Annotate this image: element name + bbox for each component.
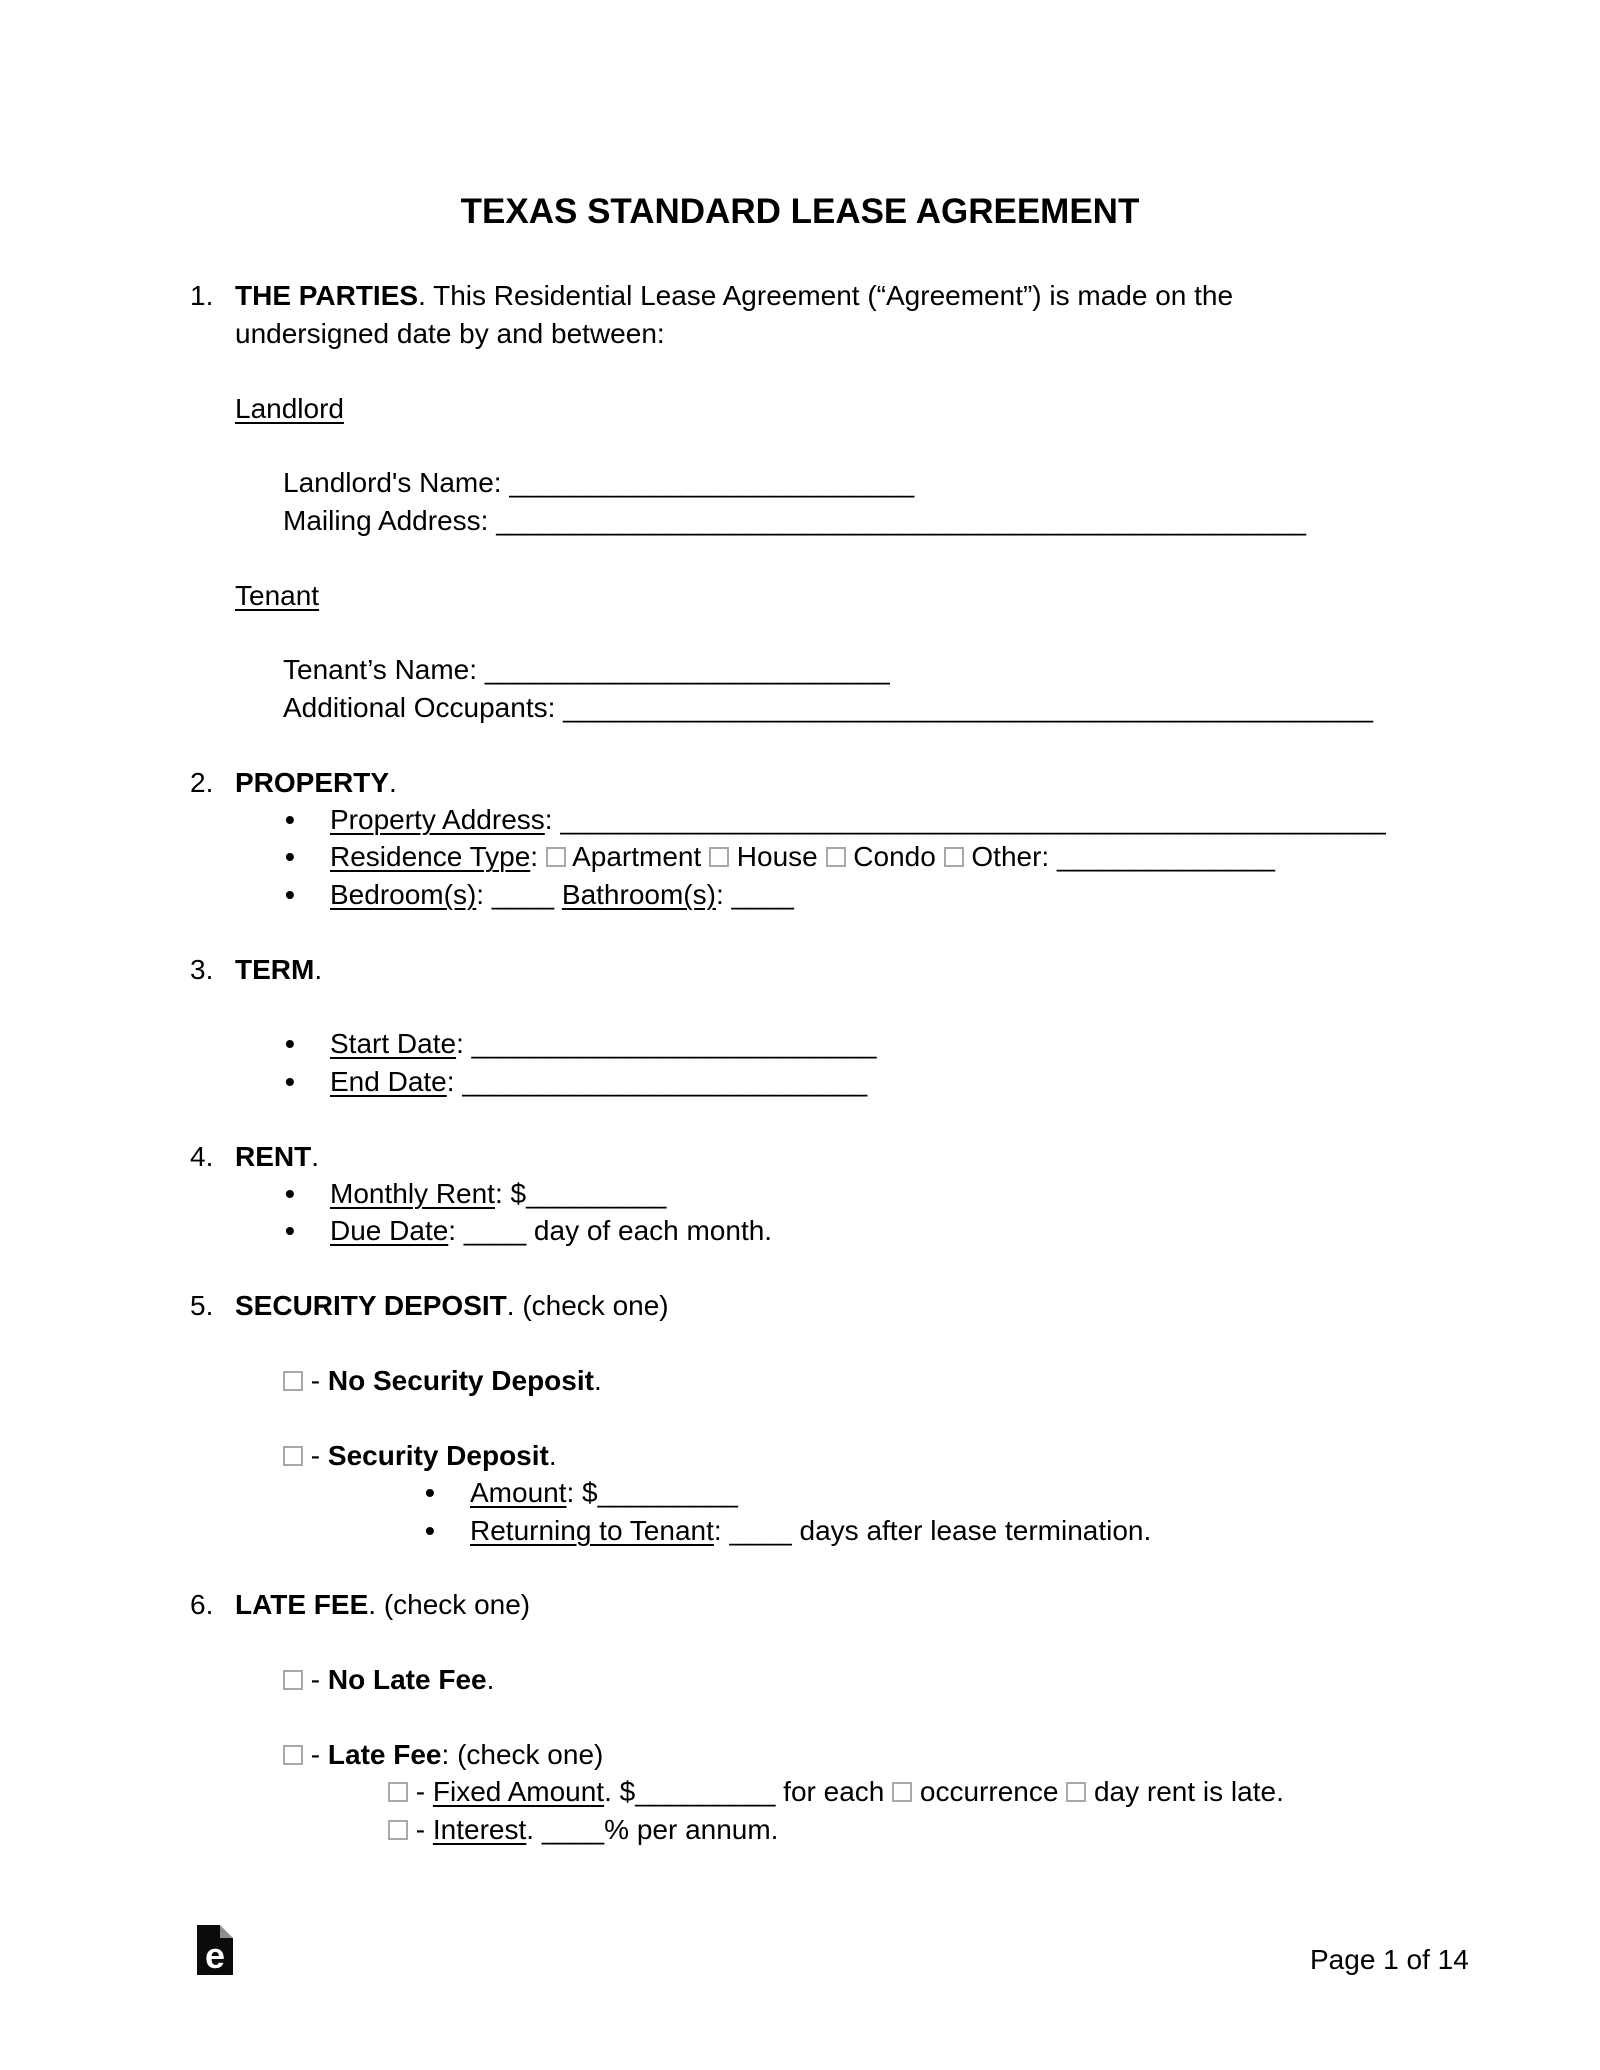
spacer <box>0 1624 1600 1661</box>
property-address-blank-field[interactable]: _____________________________________________________ <box>560 804 1386 835</box>
additional-occupants-label: Additional Occupants: <box>283 691 564 723</box>
spacer <box>0 726 1600 763</box>
bullet-icon: • <box>285 1215 295 1247</box>
section-deposit-number: 5. <box>190 1290 214 1322</box>
bullet-icon: • <box>285 1178 295 1210</box>
security-deposit-row: - Security Deposit. <box>0 1437 1600 1474</box>
bullet-icon: • <box>285 878 295 910</box>
fixed-amount-foreach: for each <box>775 1776 893 1808</box>
spacer <box>0 913 1600 950</box>
bathroom-label: Bathroom(s) <box>561 878 716 910</box>
property-address-label: Property Address <box>330 804 545 835</box>
landlord-subheading: Landlord <box>235 392 344 424</box>
no-security-deposit-checkbox[interactable] <box>283 1371 303 1391</box>
spacer <box>0 1250 1600 1287</box>
end-date-blank-field[interactable]: __________________________ <box>462 1065 868 1097</box>
landlord-name-row <box>0 464 1600 501</box>
start-date-label: Start Date <box>330 1028 457 1060</box>
bullet-icon: • <box>425 1514 435 1546</box>
fixed-amount-label: Fixed Amount <box>432 1776 605 1808</box>
deposit-return-row: • Returning to Tenant: ____ days after lease termination. <box>0 1512 1600 1549</box>
deposit-check-one: (check one) <box>522 1290 669 1322</box>
due-date-rest: day of each month. <box>526 1215 773 1247</box>
residence-type-label: Residence Type <box>330 841 531 873</box>
mailing-address-row <box>0 502 1600 539</box>
section-rent-title: RENT <box>235 1140 312 1172</box>
section-parties-text-line2: undersigned date by and between: <box>235 317 665 349</box>
additional-occupants-row <box>0 689 1600 726</box>
spacer <box>0 1699 1600 1736</box>
fixed-amount-checkbox[interactable] <box>388 1782 408 1802</box>
no-late-fee-row: - No Late Fee. <box>0 1661 1600 1698</box>
property-address-row: • Property Address: _____________________________________________________ <box>0 801 1600 838</box>
spacer <box>0 1100 1600 1137</box>
start-date-row: • Start Date: __________________________ <box>0 1025 1600 1062</box>
spacer <box>0 988 1600 1025</box>
spacer <box>0 1549 1600 1586</box>
deposit-return-blank-field[interactable]: ____ <box>729 1514 792 1546</box>
deposit-return-label: Returning to Tenant <box>470 1514 714 1546</box>
spacer <box>0 1325 1600 1362</box>
landlord-name-blank-field[interactable]: __________________________ <box>509 467 915 499</box>
other-label: Other: <box>963 841 1057 873</box>
no-late-fee-checkbox[interactable] <box>283 1670 303 1690</box>
end-date-row: • End Date: __________________________ <box>0 1063 1600 1100</box>
fixed-amount-row: - Fixed Amount. $_________ for each occurrence day rent is late. <box>0 1773 1600 1810</box>
late-fee-check-one: (check one) <box>457 1739 604 1771</box>
monthly-rent-blank-field[interactable]: _________ <box>526 1178 667 1210</box>
no-security-deposit-row: - No Security Deposit. <box>0 1362 1600 1399</box>
section-rent-number: 4. <box>190 1140 214 1172</box>
page-number: Page 1 of 14 <box>1310 1944 1469 1975</box>
bullet-icon: • <box>285 1028 295 1060</box>
section-latefee-title: LATE FEE <box>235 1589 369 1621</box>
interest-rest: % per annum. <box>604 1813 779 1845</box>
interest-label: Interest <box>432 1813 527 1845</box>
tenant-subheading-row <box>0 577 1600 614</box>
other-blank-field[interactable]: ______________ <box>1056 841 1275 873</box>
spacer <box>0 614 1600 651</box>
tenant-name-label: Tenant’s Name: <box>283 654 485 686</box>
landlord-name-label: Landlord's Name: <box>283 467 510 499</box>
tenant-name-row <box>0 651 1600 688</box>
mailing-address-label: Mailing Address: <box>283 504 497 536</box>
deposit-amount-row: • Amount: $_________ <box>0 1474 1600 1511</box>
section-deposit-heading: 5. SECURITY DEPOSIT. (check one) <box>0 1287 1600 1324</box>
spacer <box>0 427 1600 464</box>
monthly-rent-row: • Monthly Rent: $_________ <box>0 1175 1600 1212</box>
house-label: House <box>729 841 826 873</box>
bedroom-label: Bedroom(s) <box>330 878 477 910</box>
interest-blank-field[interactable]: ____ <box>541 1813 605 1845</box>
bathroom-blank-field[interactable]: ____ <box>731 878 794 910</box>
deposit-amount-blank-field[interactable]: _________ <box>597 1477 738 1509</box>
section-property-number: 2. <box>190 766 214 798</box>
section-parties-title: THE PARTIES <box>235 280 419 312</box>
eforms-logo-letter: e <box>204 1935 226 1976</box>
tenant-subheading: Tenant <box>235 579 320 611</box>
section-parties-text: . This Residential Lease Agreement (“Agreement”) is made on the <box>418 280 1234 312</box>
additional-occupants-blank-field[interactable]: ____________________________________________________ <box>563 691 1373 723</box>
bullet-icon: • <box>285 841 295 873</box>
late-fee-checkbox[interactable] <box>283 1745 303 1765</box>
bullet-icon: • <box>285 804 295 835</box>
deposit-amount-label: Amount <box>470 1477 567 1509</box>
spacer <box>0 352 1600 389</box>
day-rent-late-label: day rent is late. <box>1086 1776 1284 1808</box>
section-parties-heading <box>0 277 1600 314</box>
bedroom-bathroom-row: • Bedroom(s): ____ Bathroom(s): ____ <box>0 876 1600 913</box>
apartment-label: Apartment <box>565 841 710 873</box>
house-checkbox[interactable] <box>709 847 729 867</box>
start-date-blank-field[interactable]: __________________________ <box>471 1028 877 1060</box>
security-deposit-label: Security Deposit <box>327 1439 549 1471</box>
interest-checkbox[interactable] <box>388 1820 408 1840</box>
spacer <box>0 1399 1600 1436</box>
residence-type-row: • Residence Type: Apartment House Condo Other: ______________ <box>0 838 1600 875</box>
interest-row: - Interest. ____% per annum. <box>0 1811 1600 1848</box>
document-title: TEXAS STANDARD LEASE AGREEMENT <box>460 192 1140 231</box>
no-security-deposit-label: No Security Deposit <box>327 1365 594 1397</box>
condo-label: Condo <box>845 841 944 873</box>
section-term-title: TERM <box>235 953 315 985</box>
bullet-icon: • <box>285 1065 295 1097</box>
spacer <box>0 539 1600 576</box>
section-latefee-number: 6. <box>190 1589 214 1621</box>
late-fee-row: - Late Fee: (check one) <box>0 1736 1600 1773</box>
end-date-label: End Date <box>330 1065 447 1097</box>
late-fee-label: Late Fee <box>327 1739 442 1771</box>
deposit-return-rest: days after lease termination. <box>791 1514 1152 1546</box>
due-date-blank-field[interactable]: ____ <box>463 1215 527 1247</box>
section-parties-number: 1. <box>190 280 214 312</box>
no-late-fee-label: No Late Fee <box>327 1664 487 1696</box>
due-date-row: • Due Date: ____ day of each month. <box>0 1212 1600 1249</box>
tenant-name-blank-field[interactable]: __________________________ <box>484 654 890 686</box>
bedroom-blank-field[interactable]: ____ <box>491 878 555 910</box>
mailing-address-blank-field[interactable]: ____________________________________________________ <box>496 504 1306 536</box>
other-checkbox[interactable] <box>944 847 964 867</box>
due-date-label: Due Date <box>330 1215 449 1247</box>
eforms-logo-icon <box>197 1925 233 1975</box>
spacer <box>0 240 1600 277</box>
section-deposit-title: SECURITY DEPOSIT <box>235 1290 507 1322</box>
latefee-check-one: (check one) <box>383 1589 531 1621</box>
monthly-rent-label: Monthly Rent <box>330 1178 495 1210</box>
section-term-heading: 3. TERM. <box>0 951 1600 988</box>
section-property-title: PROPERTY <box>235 766 390 798</box>
section-term-number: 3. <box>190 953 214 985</box>
day-rent-late-checkbox[interactable] <box>1066 1782 1086 1802</box>
security-deposit-checkbox[interactable] <box>283 1446 303 1466</box>
section-rent-heading: 4. RENT. <box>0 1138 1600 1175</box>
landlord-subheading-row <box>0 390 1600 427</box>
bullet-icon: • <box>425 1477 435 1509</box>
fixed-amount-blank-field[interactable]: _________ <box>635 1776 776 1808</box>
condo-checkbox[interactable] <box>826 847 846 867</box>
apartment-checkbox[interactable] <box>546 847 566 867</box>
section-latefee-heading: 6. LATE FEE. (check one) <box>0 1586 1600 1623</box>
occurrence-label: occurrence <box>912 1776 1067 1808</box>
section-property-heading: 2. PROPERTY. <box>0 764 1600 801</box>
occurrence-checkbox[interactable] <box>892 1782 912 1802</box>
